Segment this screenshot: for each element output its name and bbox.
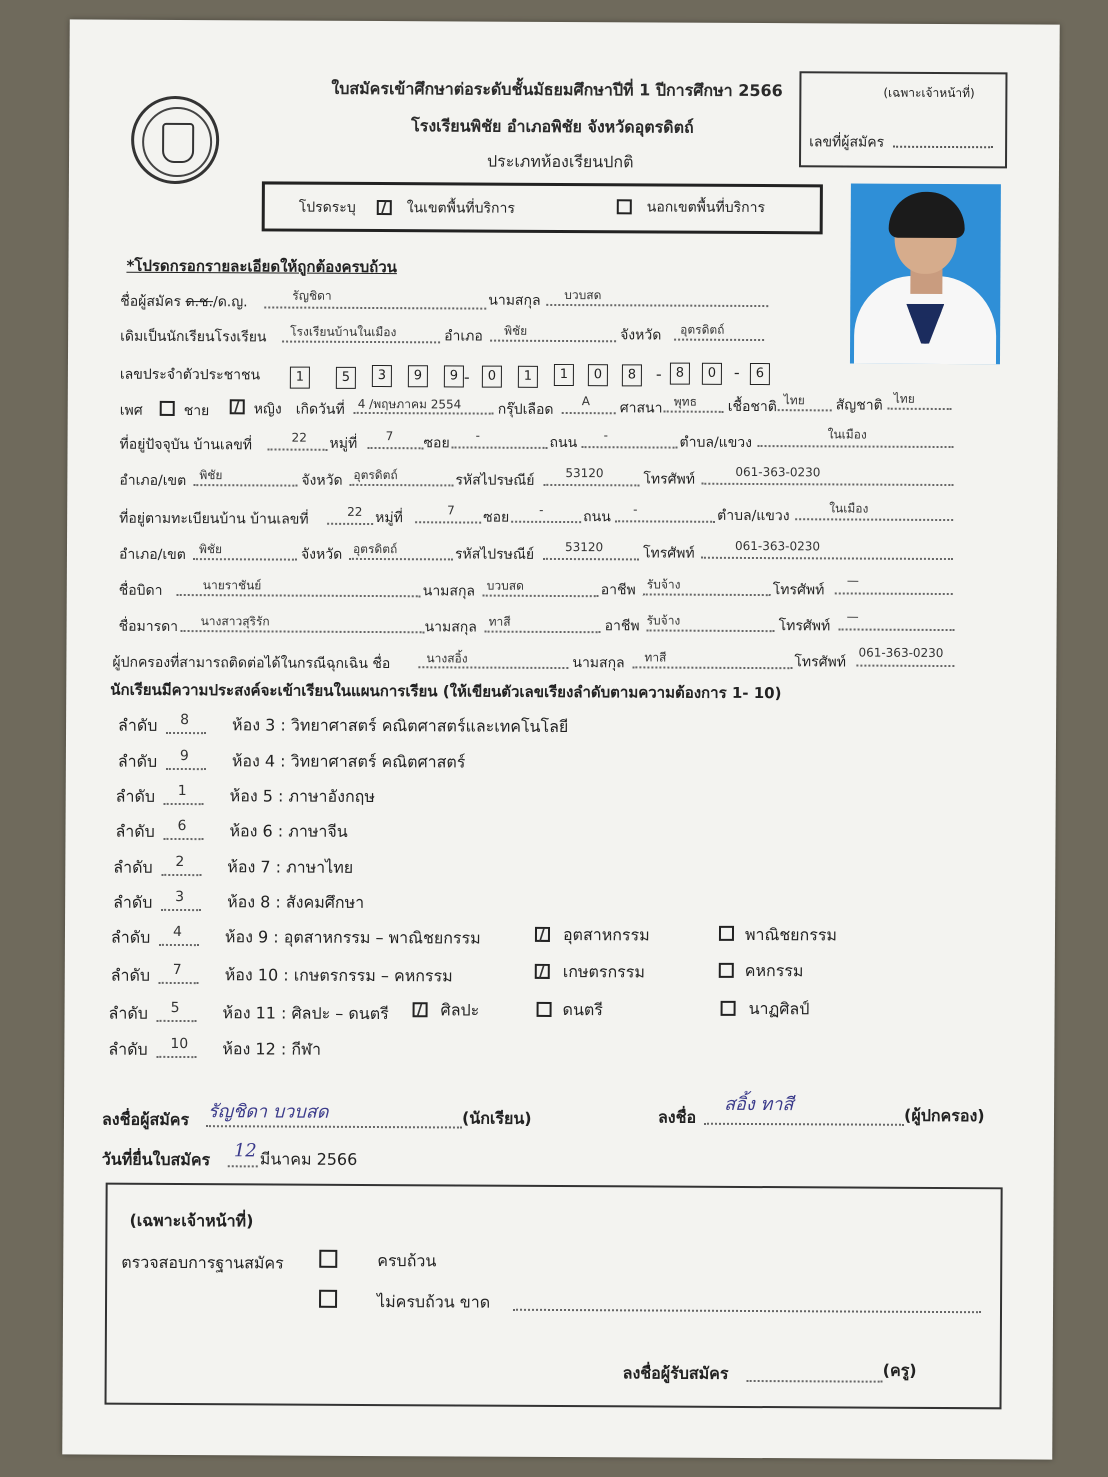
male-checkbox[interactable] xyxy=(160,401,175,416)
plan-room: ห้อง 11 : ศิลปะ – ดนตรี xyxy=(222,1003,389,1024)
citizen-id-digit[interactable]: 1 xyxy=(518,366,538,388)
registered-road-field[interactable] xyxy=(615,520,715,523)
current-moo-field[interactable] xyxy=(368,447,424,449)
plan-order-value: 2 xyxy=(175,853,185,871)
current-moo-value: 7 xyxy=(385,429,394,444)
registered-moo-label: หมู่ที่ xyxy=(375,510,403,527)
plan-order-value: 5 xyxy=(170,999,180,1017)
dance-checkbox[interactable] xyxy=(721,1001,736,1016)
registered-road-value: - xyxy=(633,502,638,517)
plan-order-field[interactable] xyxy=(156,1056,196,1058)
plan-order-value: 4 xyxy=(172,923,182,941)
plan-order-label: ลำดับ xyxy=(115,821,155,841)
first-name-field[interactable] xyxy=(264,306,486,309)
plan-order-field[interactable] xyxy=(166,732,206,734)
father-job-label: อาชีพ xyxy=(600,582,636,599)
mother-surname-value: ทาสี xyxy=(488,614,511,629)
plan-order-value: 6 xyxy=(177,817,187,835)
industry-checkbox[interactable] xyxy=(535,927,550,942)
art-checkbox[interactable] xyxy=(413,1002,428,1017)
guardian-surname-value: ทาสี xyxy=(644,650,667,665)
current-subdistrict-value: ในเมือง xyxy=(827,427,867,442)
race-value: ไทย xyxy=(783,393,805,408)
plan-room: ห้อง 12 : กีฬา xyxy=(222,1039,322,1059)
registered-postcode-field[interactable] xyxy=(543,558,639,561)
zone-out-label: นอกเขตพื้นที่บริการ xyxy=(646,199,766,217)
registered-subdistrict-label: ตำบล/แขวง xyxy=(717,507,790,525)
check-label: ตรวจสอบการฐานสมัคร xyxy=(121,1252,284,1273)
prev-district-value: พิชัย xyxy=(504,323,528,338)
current-address-label: ที่อยู่ปัจจุบัน บ้านเลขที่ xyxy=(119,436,253,454)
art-label: ศิลปะ xyxy=(440,1000,480,1020)
father-surname-label: นามสกุล xyxy=(422,583,476,600)
receiver-sign-field[interactable] xyxy=(747,1380,883,1383)
registered-soi-field[interactable] xyxy=(511,521,581,523)
agriculture-label: เกษตรกรรม xyxy=(562,962,645,982)
father-name-value: นายราชันย์ xyxy=(202,578,262,593)
zone-label: โปรดระบุ xyxy=(298,199,356,216)
current-phone-value: 061-363-0230 xyxy=(735,464,821,480)
birth-value: 4 /พฤษภาคม 2554 xyxy=(357,396,462,412)
commerce-label: พาณิชยกรรม xyxy=(744,924,838,945)
registered-subdistrict-field[interactable] xyxy=(795,518,953,521)
citizen-id-digit[interactable]: 1 xyxy=(554,364,574,386)
mother-phone-label: โทรศัพท์ xyxy=(778,618,831,635)
registered-phone-value: 061-363-0230 xyxy=(734,538,821,554)
registered-province-label: จังหวัด xyxy=(300,546,343,563)
plan-order-value: 3 xyxy=(175,888,185,906)
current-road-value: - xyxy=(603,428,608,443)
plan-order-field[interactable] xyxy=(159,944,199,946)
plan-room: ห้อง 5 : ภาษาอังกฤษ xyxy=(229,786,375,807)
plan-order-label: ลำดับ xyxy=(113,892,153,912)
registered-soi-value: - xyxy=(539,502,544,517)
sex-label: เพศ xyxy=(119,402,143,419)
plan-order-field[interactable] xyxy=(166,768,206,770)
guardian-phone-field[interactable] xyxy=(856,665,954,668)
prev-province-label: จังหวัด xyxy=(620,327,662,344)
prev-district-label: อำเภอ xyxy=(444,328,483,345)
receiver-sign-label: ลงชื่อผู้รับสมัคร xyxy=(622,1363,729,1383)
date-label: วันที่ยื่นใบสมัคร xyxy=(101,1149,211,1170)
application-no-label: เลขที่ผู้สมัคร xyxy=(809,134,885,151)
plan-order-field[interactable] xyxy=(159,982,199,984)
current-province-label: จังหวัด xyxy=(301,472,343,489)
race-label: เชื้อชาติ xyxy=(727,398,777,416)
date-day-value: 12 xyxy=(233,1140,257,1162)
registered-district-label: อำเภอ/เขต xyxy=(118,546,186,564)
complete-checkbox[interactable] xyxy=(319,1249,337,1267)
birth-label: เกิดวันที่ xyxy=(295,401,345,418)
plan-order-field[interactable] xyxy=(161,909,201,911)
mother-label: ชื่อมารดา xyxy=(118,618,179,635)
current-house-field[interactable] xyxy=(268,448,328,450)
home-economics-label: คหกรรม xyxy=(744,960,804,981)
mother-job-label: อาชีพ xyxy=(604,618,640,635)
plan-heading: นักเรียนมีความประสงค์จะเข้าเรียนในแผนการเรียน (ให้เขียนตัวเลขเรียงลำดับตามความต้องการ 1- 10) xyxy=(110,680,782,703)
prefix-female: /ด.ญ. xyxy=(212,294,248,311)
current-subdistrict-field[interactable] xyxy=(758,445,954,448)
current-postcode-field[interactable] xyxy=(543,484,639,487)
citizen-id-digit[interactable]: 0 xyxy=(482,366,502,388)
guardian-name-value: นางสอิ้ง xyxy=(426,651,468,666)
plan-room: ห้อง 7 : ภาษาไทย xyxy=(227,857,354,877)
office-only-box xyxy=(799,71,1007,168)
mother-job-value: รับจ้าง xyxy=(646,613,681,628)
guardian-surname-label: นามสกุล xyxy=(572,655,625,672)
applicant-role: (นักเรียน) xyxy=(461,1108,532,1128)
office-box-title: (เฉพาะเจ้าหน้าที่) xyxy=(129,1210,254,1231)
plan-order-label: ลำดับ xyxy=(115,786,156,806)
music-label: ดนตรี xyxy=(562,1000,603,1020)
citizen-id-digit[interactable]: 8 xyxy=(670,363,690,385)
plan-order-field[interactable] xyxy=(157,1020,197,1022)
registered-house-value: 22 xyxy=(347,504,363,519)
father-phone-field[interactable] xyxy=(835,592,953,595)
plan-order-value: 8 xyxy=(180,712,190,729)
current-postcode-label: รหัสไปรษณีย์ xyxy=(455,472,535,489)
male-label: ชาย xyxy=(183,403,210,420)
applicant-signature: รัญชิดา บวบสด xyxy=(207,1101,329,1123)
registered-house-field[interactable] xyxy=(327,523,373,525)
surname-label: นามสกุล xyxy=(488,292,541,309)
plan-order-field[interactable] xyxy=(161,874,201,876)
complete-label: ครบถ้วน xyxy=(377,1251,437,1271)
application-form xyxy=(62,19,1060,1459)
instruction: *โปรดกรอกรายละเอียดให้ถูกต้องครบถ้วน xyxy=(126,256,397,277)
current-house-value: 22 xyxy=(291,430,307,445)
form-title: ใบสมัครเข้าศึกษาต่อระดับชั้นมัธยมศึกษาปีที่ 1 ปีการศึกษา 2566 xyxy=(331,78,783,101)
name-label: ชื่อผู้สมัคร xyxy=(120,293,182,311)
father-phone-value: — xyxy=(846,573,859,588)
plan-room: ห้อง 6 : ภาษาจีน xyxy=(229,821,348,841)
registered-moo-value: 7 xyxy=(447,503,455,518)
current-road-label: ถนน xyxy=(549,434,578,452)
prev-province-value: อุตรดิตถ์ xyxy=(680,322,725,337)
registered-moo-field[interactable] xyxy=(415,521,481,523)
plan-order-label: ลำดับ xyxy=(108,1003,148,1023)
guardian-phone-label: โทรศัพท์ xyxy=(794,654,847,671)
guardian-label: ผู้ปกครองที่สามารถติดต่อได้ในกรณีฉุกเฉิน ชื่อ xyxy=(112,654,391,673)
citizen-id-separator: - xyxy=(463,367,470,387)
current-phone-field[interactable] xyxy=(701,483,953,486)
registered-subdistrict-value: ในเมือง xyxy=(829,501,869,516)
citizen-id-separator: - xyxy=(655,364,662,384)
religion-label: ศาสนา xyxy=(619,400,663,417)
industry-label: อุตสาหกรรม xyxy=(562,925,650,945)
current-district-value: พิชัย xyxy=(199,468,223,483)
citizen-id-digit[interactable]: 8 xyxy=(622,364,642,386)
guardian-phone-value: 061-363-0230 xyxy=(858,645,944,661)
plan-order-label: ลำดับ xyxy=(118,715,158,735)
school-seal-icon xyxy=(131,96,219,184)
citizen-id-digit[interactable]: 5 xyxy=(336,367,356,389)
mother-phone-value: — xyxy=(846,609,859,624)
citizen-id-digit[interactable]: 9 xyxy=(444,365,464,387)
guardian-sign-label: ลงชื่อ xyxy=(657,1107,697,1127)
female-label: หญิง xyxy=(253,401,282,418)
religion-value: พุทธ xyxy=(673,394,697,409)
registered-address-label: ที่อยู่ตามทะเบียนบ้าน บ้านเลขที่ xyxy=(119,510,309,528)
plan-order-field[interactable] xyxy=(163,838,203,840)
plan-order-value: 1 xyxy=(177,782,187,800)
seal-emblem xyxy=(162,123,194,163)
incomplete-label: ไม่ครบถ้วน ขาด xyxy=(377,1292,491,1312)
school-name: โรงเรียนพิชัย อำเภอพิชัย จังหวัดอุตรดิตถ์ xyxy=(411,116,694,137)
registered-postcode-label: รหัสไปรษณีย์ xyxy=(454,546,535,563)
citizen-id-digit[interactable]: 3 xyxy=(372,365,392,387)
plan-order-value: 10 xyxy=(170,1035,189,1053)
receiver-role: (ครู) xyxy=(882,1360,917,1380)
mother-phone-field[interactable] xyxy=(839,628,955,631)
commerce-checkbox[interactable] xyxy=(719,926,734,941)
applicant-photo xyxy=(850,184,1001,365)
applicant-sign-field[interactable] xyxy=(206,1125,462,1128)
plan-room: ห้อง 4 : วิทยาศาสตร์ คณิตศาสตร์ xyxy=(231,751,466,772)
current-district-label: อำเภอ/เขต xyxy=(119,472,187,490)
registered-phone-field[interactable] xyxy=(701,557,953,560)
dance-label: นาฏศิลป์ xyxy=(748,998,810,1019)
agriculture-checkbox[interactable] xyxy=(535,964,550,979)
plan-order-label: ลำดับ xyxy=(110,965,151,985)
application-no-field[interactable] xyxy=(893,146,993,149)
guardian-sign-field[interactable] xyxy=(704,1123,904,1126)
plan-room: ห้อง 10 : เกษตรกรรม – คหกรรม xyxy=(224,965,453,986)
plan-order-label: ลำดับ xyxy=(113,857,153,877)
zone-box xyxy=(262,181,823,234)
citizen-id-separator: - xyxy=(733,362,740,382)
current-moo-label: หมู่ที่ xyxy=(329,435,358,452)
current-phone-label: โทรศัพท์ xyxy=(643,471,696,488)
home-economics-checkbox[interactable] xyxy=(719,963,734,978)
current-soi-label: ซอย xyxy=(423,435,450,452)
mother-name-value: นางสาวสุริรัก xyxy=(200,614,270,629)
father-job-value: รับจ้าง xyxy=(646,577,681,592)
registered-district-value: พิชัย xyxy=(198,542,223,557)
plan-order-field[interactable] xyxy=(164,803,204,805)
surname-value: บวบสด xyxy=(564,288,602,303)
female-checkbox[interactable] xyxy=(230,399,245,414)
current-province-value: อุตรดิตถ์ xyxy=(353,467,398,483)
date-rest: มีนาคม 2566 xyxy=(259,1149,358,1169)
citizen-id-label: เลขประจำตัวประชาชน xyxy=(119,366,261,384)
plan-order-label: ลำดับ xyxy=(108,1039,148,1059)
registered-province-value: อุตรดิตถ์ xyxy=(352,541,398,557)
plan-room: ห้อง 3 : วิทยาศาสตร์ คณิตศาสตร์และเทคโนโลยี xyxy=(232,715,569,737)
father-label: ชื่อบิดา xyxy=(118,582,163,599)
citizen-id-digit[interactable]: 1 xyxy=(290,367,310,389)
missing-field[interactable] xyxy=(513,1309,981,1313)
registered-soi-label: ซอย xyxy=(483,509,510,526)
current-road-field[interactable] xyxy=(582,446,678,449)
plan-order-value: 9 xyxy=(179,748,189,765)
current-soi-value: - xyxy=(475,428,480,443)
prefix-male: ด.ช. xyxy=(185,294,214,311)
current-soi-field[interactable] xyxy=(452,446,548,449)
current-postcode-value: 53120 xyxy=(565,466,604,481)
prev-school-label: เดิมเป็นนักเรียนโรงเรียน xyxy=(120,328,267,346)
father-phone-label: โทรศัพท์ xyxy=(772,582,825,599)
citizen-id-digit[interactable]: 0 xyxy=(588,364,608,386)
plan-room: ห้อง 9 : อุตสาหกรรม – พาณิชยกรรม xyxy=(224,927,481,948)
registered-phone-label: โทรศัพท์ xyxy=(642,545,695,562)
music-checkbox[interactable] xyxy=(537,1002,552,1017)
first-name-value: รัญชิดา xyxy=(292,288,332,303)
guardian-signature: สอิ้ง ทาสี xyxy=(724,1093,794,1116)
blood-field[interactable] xyxy=(562,412,616,414)
plan-order-label: ลำดับ xyxy=(110,927,151,947)
blood-value: A xyxy=(581,394,591,409)
blood-label: กรุ๊ปเลือด xyxy=(497,401,554,418)
date-day-field[interactable] xyxy=(228,1165,258,1167)
zone-in-checkbox[interactable] xyxy=(377,200,392,215)
applicant-sign-label: ลงชื่อผู้สมัคร xyxy=(101,1109,190,1130)
zone-out-checkbox[interactable] xyxy=(617,199,632,214)
mother-surname-label: นามสกุล xyxy=(424,619,477,636)
plan-order-label: ลำดับ xyxy=(117,751,158,771)
office-only-label: (เฉพาะเจ้าหน้าที่) xyxy=(883,85,975,101)
citizen-id-digit[interactable]: 6 xyxy=(750,363,770,385)
zone-in-label: ในเขตพื้นที่บริการ xyxy=(406,200,515,217)
nation-label: สัญชาติ xyxy=(835,397,883,414)
plan-order-value: 7 xyxy=(172,961,182,979)
incomplete-checkbox[interactable] xyxy=(319,1289,337,1307)
nation-value: ไทย xyxy=(893,391,915,406)
citizen-id-digit[interactable]: 9 xyxy=(408,365,428,387)
office-box xyxy=(105,1183,1003,1410)
current-subdistrict-label: ตำบล/แขวง xyxy=(679,434,753,451)
guardian-role: (ผู้ปกครอง) xyxy=(903,1105,985,1126)
class-type: ประเภทห้องเรียนปกติ xyxy=(486,151,634,172)
prev-school-value: โรงเรียนบ้านในเมือง xyxy=(290,324,397,340)
father-surname-value: บวบสด xyxy=(486,578,524,593)
registered-road-label: ถนน xyxy=(583,509,611,526)
plan-room: ห้อง 8 : สังคมศึกษา xyxy=(227,892,365,912)
registered-postcode-value: 53120 xyxy=(564,540,604,555)
citizen-id-digit[interactable]: 0 xyxy=(702,363,722,385)
